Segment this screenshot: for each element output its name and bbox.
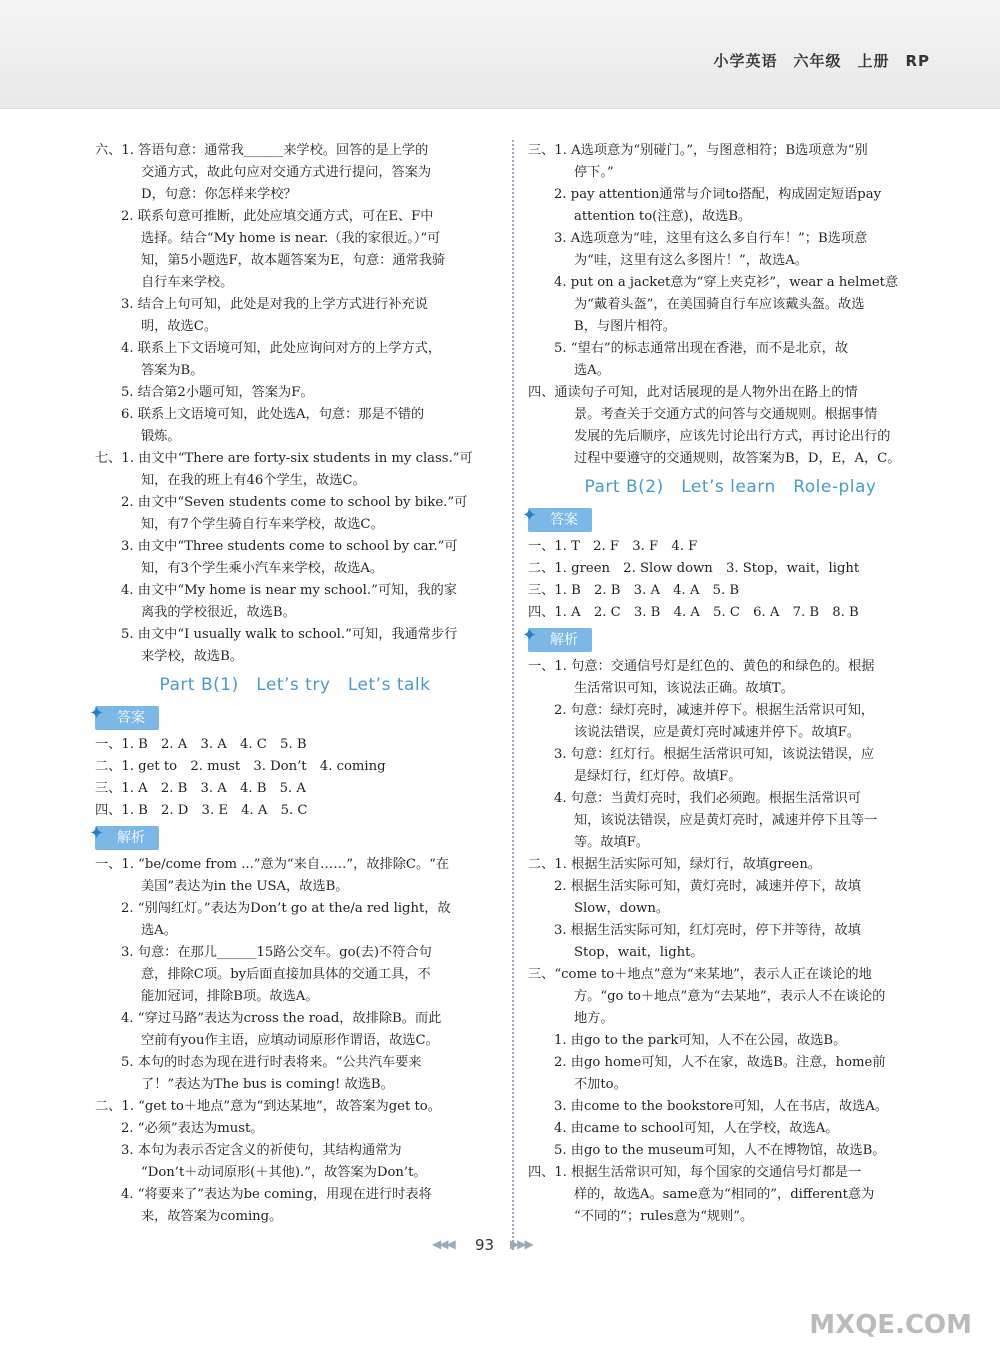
text-line: Slow，down。 (574, 901, 670, 916)
text-line: 二、1. “get to＋地点”意为“到达某地”，故答案为get to。 (95, 1099, 441, 1114)
text-line: 景。考查关于交通方式的问答与交通规则。根据事情 (574, 407, 878, 422)
text-line: 为“哇，这里有这么多图片！”，故选A。 (574, 253, 809, 268)
page-header (0, 0, 1000, 109)
header-title: 小学英语 六年级 上册 RP (713, 52, 930, 70)
answer-tag-label: 答案 (550, 512, 578, 528)
text-line: 离我的学校很近，故选B。 (141, 605, 296, 620)
text-line: 5. “望右”的标志通常出现在香港，而不是北京，故 (554, 341, 849, 356)
text-line: 4. put on a jacket意为“穿上夹克衫”，wear a helmet意 (554, 275, 899, 290)
text-line: 了！”表达为The bus is coming! 故选B。 (141, 1077, 394, 1092)
text-line: 一、1. B 2. A 3. A 4. C 5. B (95, 737, 307, 752)
text-line: 生活常识可知，该说法正确。故填T。 (574, 681, 794, 696)
text-line: “不同的”；rules意为“规则”。 (574, 1209, 754, 1224)
text-line: 空前有you作主语，应填动词原形作谓语，故选C。 (141, 1033, 439, 1048)
text-line: 3. 句意：红灯行。根据生活常识可知，该说法错误，应 (554, 747, 875, 762)
text-line: 知，第5小题选F，故本题答案为E，句意：通常我骑 (141, 253, 446, 268)
text-line: 4. 联系上下文语境可知，此处应询问对方的上学方式， (121, 341, 442, 356)
text-line: Stop，wait，light。 (574, 945, 704, 960)
text-line: 2. pay attention通常与介词to搭配，构成固定短语pay (554, 187, 882, 202)
column-divider (512, 140, 514, 1250)
text-line: 一、1. “be/come from ...”意为“来自……”，故排除C。“在 (95, 857, 450, 872)
sparkle-icon: ✦ (522, 505, 538, 526)
text-line: 自行车来学校。 (141, 275, 234, 290)
text-line: 美国”表达为in the USA，故选B。 (141, 879, 349, 894)
text-line: 意，排除C项。by后面直接加具体的交通工具，不 (141, 967, 431, 982)
text-line: 能加冠词，排除B项。故选A。 (141, 989, 319, 1004)
text-line: 为“戴着头盔”，在美国骑自行车应该戴头盔。故选 (574, 297, 865, 312)
text-line: 二、1. green 2. Slow down 3. Stop，wait，light (528, 561, 860, 576)
text-line: 知，该说法错误，应是黄灯亮时，减速并停下且等一 (574, 813, 878, 828)
text-line: 来，故答案为coming。 (141, 1209, 283, 1224)
text-line: 是绿灯行，红灯停。故填F。 (574, 769, 742, 784)
text-line: 4. “将要来了”表达为be coming，用现在进行时表将 (121, 1187, 432, 1202)
sparkle-icon: ✦ (522, 625, 538, 646)
text-line: 4. 句意：当黄灯亮时，我们必须跑。根据生活常识可 (554, 791, 861, 806)
text-line: 该说法错误，应是黄灯亮时减速并停下。故填F。 (574, 725, 861, 740)
text-line: 6. 联系上文语境可知，此处选A，句意：那是不错的 (121, 407, 425, 422)
text-line: 答案为B。 (141, 363, 204, 378)
text-line: 四、1. A 2. C 3. B 4. A 5. C 6. A 7. B 8. B (528, 605, 859, 620)
text-line: 六、1. 答语句意：通常我______来学校。回答的是上学的 (95, 143, 429, 158)
analysis-tag (522, 625, 592, 652)
text-line: 三、1. A选项意为“别碰门。”，与图意相符；B选项意为“别 (528, 143, 868, 158)
text-line: 3. 由come to the bookstore可知，人在书店，故选A。 (554, 1099, 889, 1114)
text-line: 2. 根据生活实际可知，黄灯亮时，减速并停下，故填 (554, 879, 861, 894)
text-line: 4. “穿过马路”表达为cross the road，故排除B。而此 (121, 1011, 442, 1026)
text-line: 一、1. 句意：交通信号灯是红色的、黄色的和绿色的。根据 (528, 659, 875, 674)
text-line: 方。“go to＋地点”意为“去某地”，表示人不在谈论的 (574, 989, 886, 1004)
text-line: 一、1. T 2. F 3. F 4. F (528, 539, 698, 554)
text-line: 不加to。 (574, 1077, 627, 1092)
text-line: 2. 句意：绿灯亮时，减速并停下。根据生活常识可知， (554, 703, 875, 718)
text-line: 知，在我的班上有46个学生，故选C。 (141, 473, 366, 488)
text-line: 4. 由came to school可知，人在学校，故选A。 (554, 1121, 839, 1136)
text-line: 4. 由文中“My home is near my school.”可知，我的家 (121, 583, 457, 598)
text-line: 3. 根据生活实际可知，红灯亮时，停下并等待，故填 (554, 923, 861, 938)
text-line: B，与图片相符。 (574, 319, 677, 334)
text-line: 选A。 (574, 363, 610, 378)
footer-left-arrows: ◀◀◀ (432, 1237, 454, 1251)
text-line: 三、1. A 2. B 3. A 4. B 5. A (95, 781, 306, 796)
section-title: Part B(2) Let’s learn Role-play (584, 477, 877, 497)
answer-tag-label: 答案 (117, 710, 145, 726)
text-line: D，句意：你怎样来学校？ (141, 187, 297, 202)
text-line: 四、通读句子可知，此对话展现的是人物外出在路上的情 (528, 385, 858, 400)
text-line: 地方。 (574, 1011, 614, 1026)
text-line: 3. 结合上句可知，此处是对我的上学方式进行补充说 (121, 297, 428, 312)
text-line: 三、1. B 2. B 3. A 4. A 5. B (528, 583, 740, 598)
text-line: 三、“come to＋地点”意为“来某地”，表示人正在谈论的地 (528, 967, 872, 982)
text-line: 3. 本句为表示否定含义的祈使句，其结构通常为 (121, 1143, 402, 1158)
text-line: 2. 联系句意可推断，此处应填交通方式，可在E、F中 (121, 209, 434, 224)
text-line: 选择。结合“My home is near.（我的家很近。）”可 (141, 231, 441, 246)
text-line: 3. 句意：在那儿______15路公交车。go(去)不符合句 (121, 945, 432, 960)
watermark: MXQE.COM (809, 1310, 972, 1340)
text-line: attention to(注意)，故选B。 (574, 209, 752, 224)
analysis-tag-label: 解析 (117, 830, 145, 846)
text-line: “Don’t＋动词原形(＋其他).”，故答案为Don’t。 (141, 1165, 427, 1180)
right-column (522, 140, 933, 1228)
text-line: 二、1. 根据生活实际可知，绿灯行，故填green。 (528, 857, 821, 872)
text-line: 5. 由文中“I usually walk to school.”可知，我通常步行 (121, 627, 458, 642)
text-line: 知，有7个学生骑自行车来学校，故选C。 (141, 517, 384, 532)
text-line: 2. 由go home可知，人不在家，故选B。注意，home前 (554, 1055, 886, 1070)
sparkle-icon: ✦ (89, 823, 105, 844)
page-number: 93 (475, 1236, 495, 1254)
answer-tag (89, 703, 159, 730)
text-line: 1. 由go to the park可知，人不在公园，故选B。 (554, 1033, 847, 1048)
text-line: 3. 由文中“Three students come to school by car.”可 (121, 539, 458, 554)
text-line: 5. 由go to the museum可知，人不在博物馆，故选B。 (554, 1143, 886, 1158)
text-line: 2. “必须”表达为must。 (121, 1121, 264, 1136)
text-line: 锻炼。 (141, 429, 181, 444)
text-line: 5. 本句的时态为现在进行时表将来。“公共汽车要来 (121, 1055, 422, 1070)
text-line: 交通方式，故此句应对交通方式进行提问，答案为 (141, 165, 432, 180)
text-line: 样的，故选A。same意为“相同的”，different意为 (574, 1187, 875, 1202)
text-line: 明，故选C。 (141, 319, 218, 334)
text-line: 3. A选项意为“哇，这里有这么多自行车！”；B选项意 (554, 231, 868, 246)
text-line: 5. 结合第2小题可知，答案为F。 (121, 385, 314, 400)
text-line: 二、1. get to 2. must 3. Don’t 4. coming (95, 759, 386, 774)
footer-right-arrows: ▶▶▶ (510, 1237, 532, 1251)
text-line: 选A。 (141, 923, 177, 938)
text-line: 2. 由文中“Seven students come to school by bike.”可 (121, 495, 468, 510)
analysis-tag-label: 解析 (550, 632, 578, 648)
text-line: 四、1. B 2. D 3. E 4. A 5. C (95, 803, 308, 818)
sparkle-icon: ✦ (89, 703, 105, 724)
text-line: 停下。” (574, 165, 614, 180)
text-line: 四、1. 根据生活常识可知，每个国家的交通信号灯都是一 (528, 1165, 862, 1180)
text-line: 等。故填F。 (574, 835, 650, 850)
text-line: 来学校，故选B。 (141, 649, 244, 664)
text-line: 过程中要遵守的交通规则，故答案为B，D，E，A，C。 (574, 451, 901, 466)
text-line: 知，有3个学生乘小汽车来学校，故选A。 (141, 561, 384, 576)
analysis-tag (89, 823, 159, 850)
text-line: 发展的先后顺序，应该先讨论出行方式，再讨论出行的 (574, 429, 891, 444)
text-line: 七、1. 由文中“There are forty-six students in my class.”可 (95, 451, 473, 466)
section-title: Part B(1) Let’s try Let’s talk (159, 675, 431, 695)
left-column (89, 140, 495, 1228)
text-line: 2. “别闯红灯。”表达为Don’t go at the/a red light，故 (121, 901, 451, 916)
answer-tag (522, 505, 592, 532)
